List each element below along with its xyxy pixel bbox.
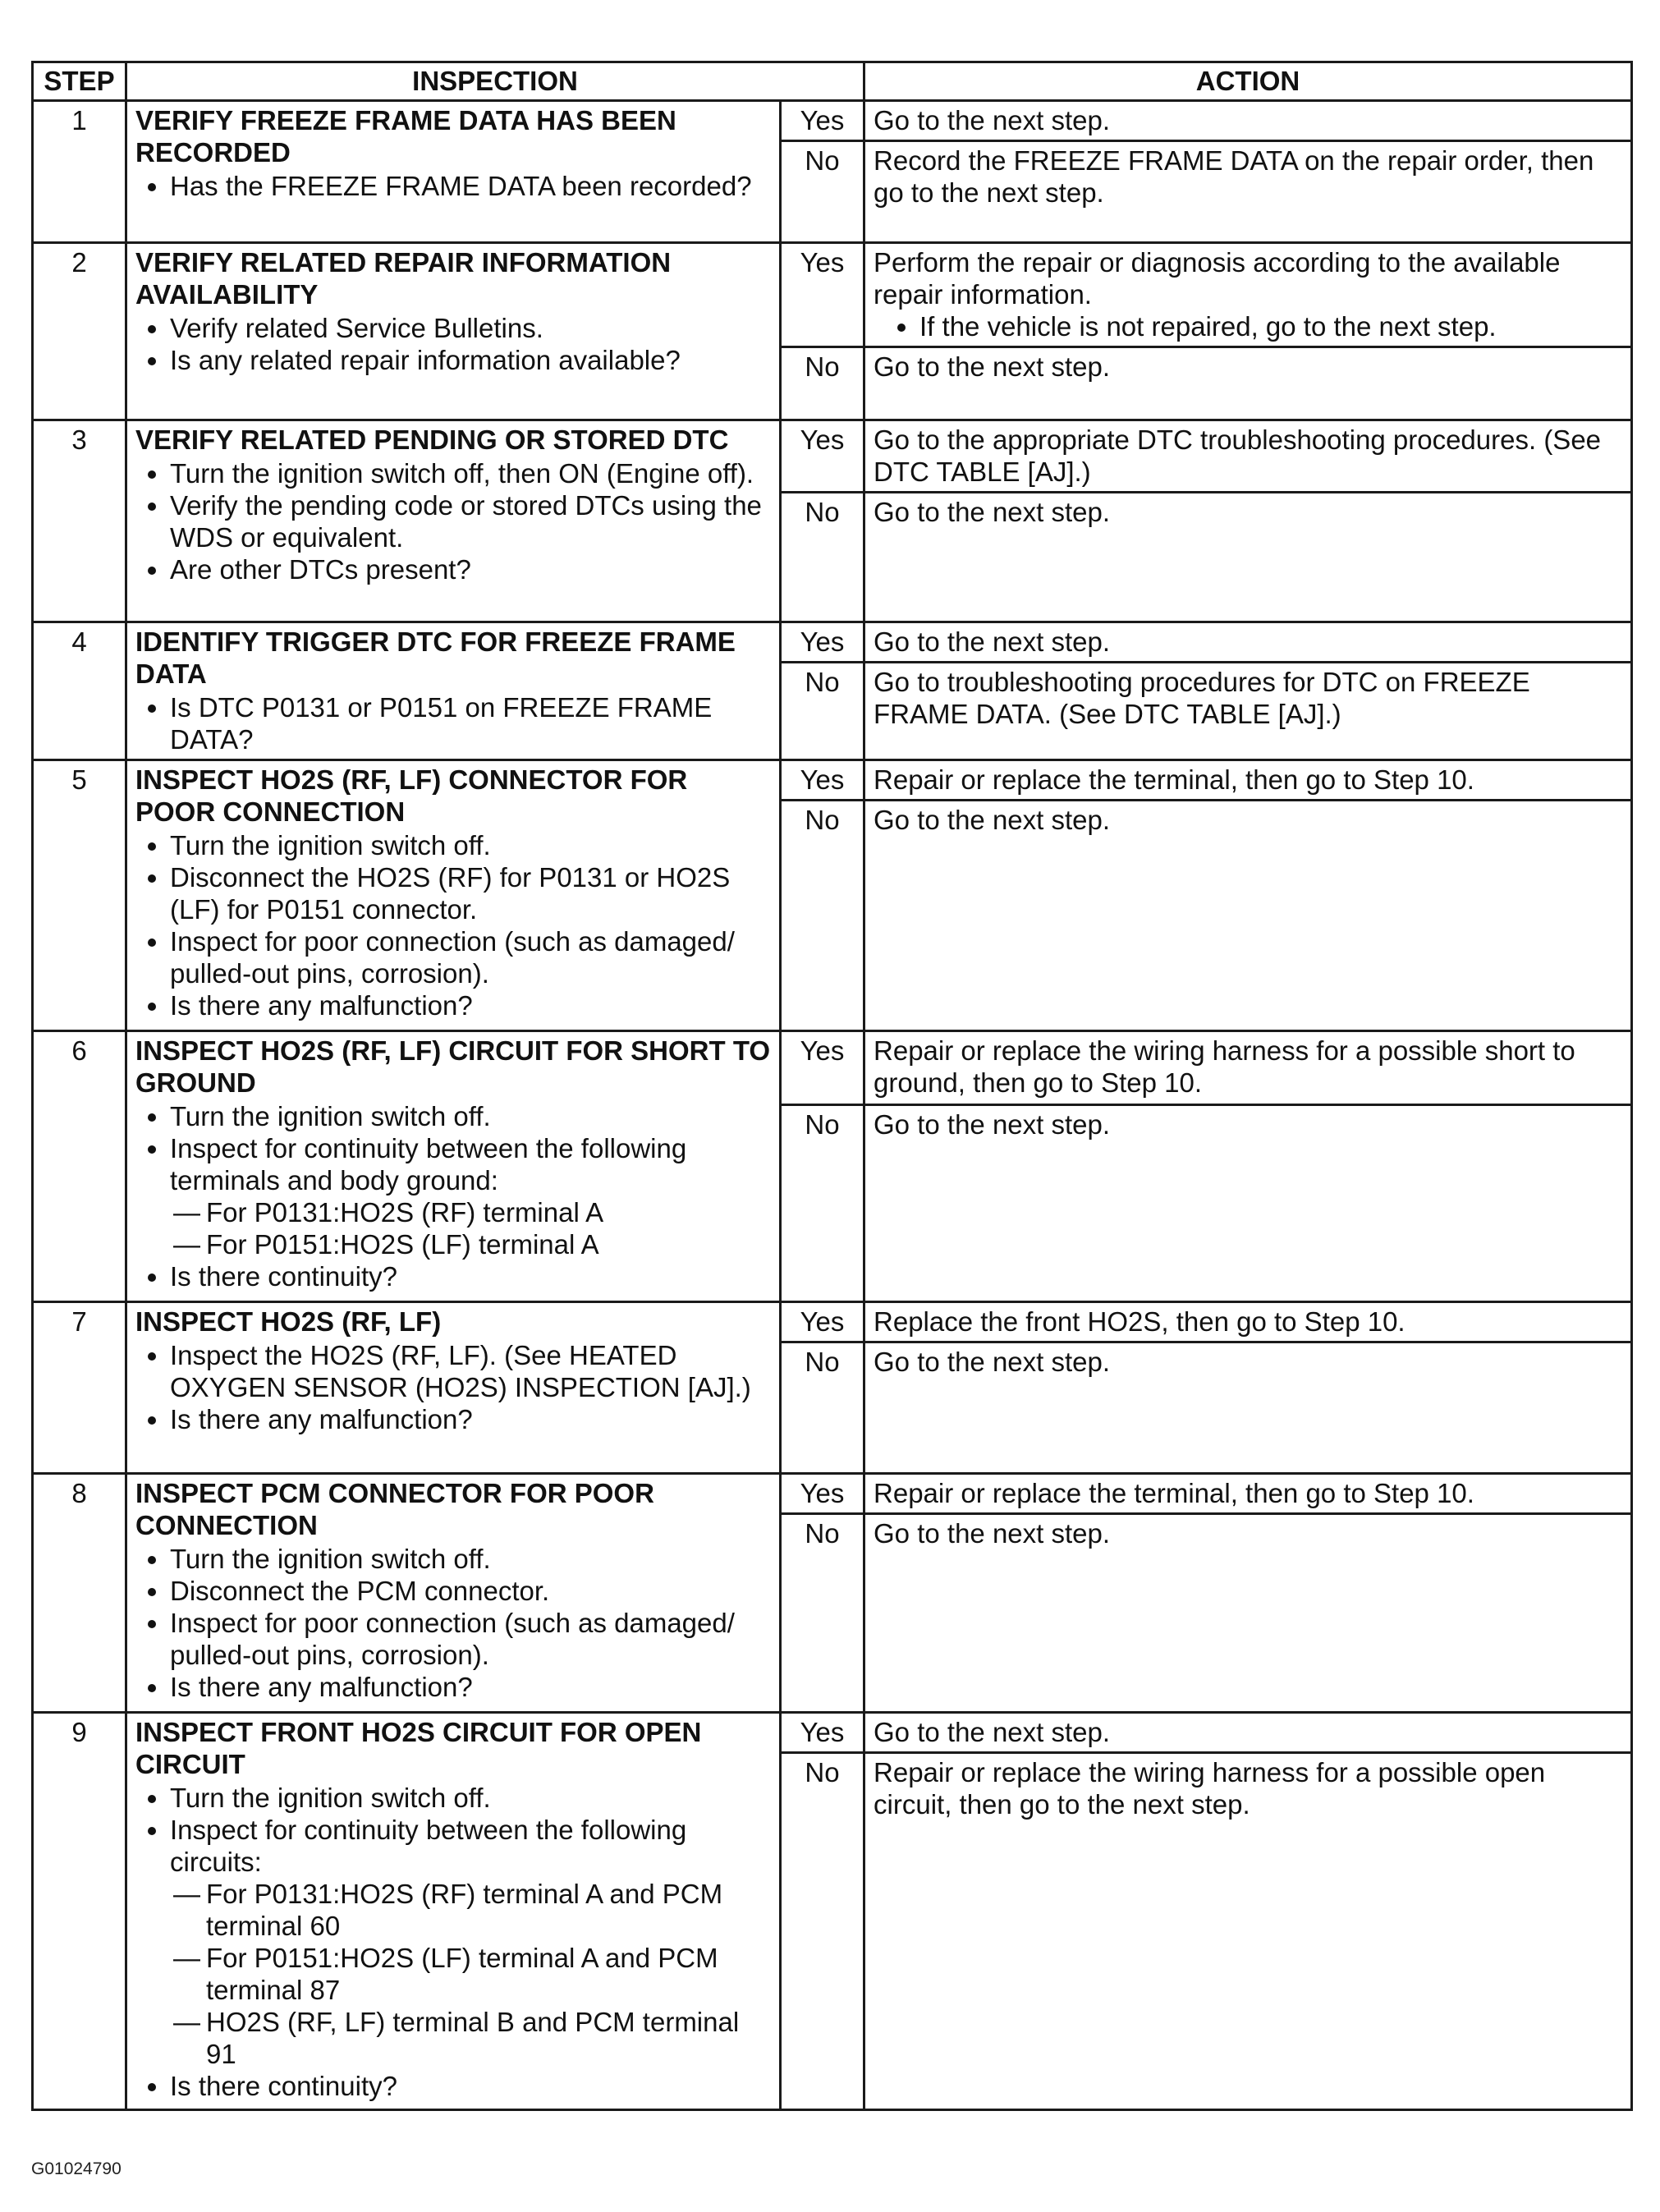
inspection-bullet-text: Inspect for continuity between the following terminals and body ground: [170,1133,687,1195]
figure-code: G01024790 [31,2159,122,2178]
inspection-cell [126,420,781,622]
step-number: 1 [33,101,126,243]
step-row-9-yes [33,1713,1632,1753]
inspection-bullet: • Are other DTCs present? [170,553,771,585]
sub-items [170,1878,771,2070]
inspection-bullets [135,1782,771,2102]
no-action: Repair or replace the wiring harness for a possible open circuit, then go to the next step. [864,1753,1632,2110]
step-title: VERIFY FREEZE FRAME DATA HAS BEEN RECORDED [135,105,676,168]
no-action: Go to the next step. [864,493,1632,622]
yes-action: Repair or replace the terminal, then go to Step 10. [864,760,1632,801]
inspection-bullet: • Turn the ignition switch off. [170,1100,771,1132]
step-row-2-yes [33,243,1632,347]
sub-item [173,2006,771,2070]
yes-label: Yes [781,622,864,663]
step-title: VERIFY RELATED PENDING OR STORED DTC [135,425,729,455]
inspection-bullet: • Is there continuity? [170,2070,771,2102]
inspection-bullet: • Disconnect the PCM connector. [170,1575,771,1607]
yes-action: Repair or replace the wiring harness for a possible short to ground, then go to Step 10. [864,1031,1632,1105]
yes-label: Yes [781,760,864,801]
dash-icon: — [173,1197,200,1228]
header-step: STEP [33,62,126,101]
step-row-3-yes [33,420,1632,493]
yes-label: Yes [781,1031,864,1105]
sub-item-text: HO2S (RF, LF) terminal B and PCM terminal 91 [206,2007,740,2069]
inspection-bullet: • Inspect for poor connection (such as damaged/ pulled-out pins, corrosion). [170,1607,771,1671]
inspection-bullets [135,829,771,1021]
dash-icon: — [173,1229,200,1260]
header-inspection: INSPECTION [126,62,864,101]
step-number: 2 [33,243,126,420]
action-bullet: • If the vehicle is not repaired, go to the next step. [919,310,1622,342]
no-label: No [781,347,864,420]
sub-item-text: For P0151:HO2S (LF) terminal A [206,1229,599,1260]
no-label: No [781,663,864,760]
step-number: 9 [33,1713,126,2110]
inspection-bullet: • Turn the ignition switch off. [170,829,771,861]
step-title: INSPECT HO2S (RF, LF) [135,1306,442,1337]
yes-label: Yes [781,1474,864,1514]
yes-action: Perform the repair or diagnosis according to the available repair information. [874,247,1561,310]
no-action: Go to the next step. [864,347,1632,420]
inspection-bullets [135,312,771,376]
yes-action: Go to the next step. [864,622,1632,663]
sub-item-text: For P0151:HO2S (LF) terminal A and PCM terminal 87 [206,1943,718,2005]
no-action: Go to the next step. [864,1105,1632,1302]
yes-label: Yes [781,101,864,141]
step-title: INSPECT HO2S (RF, LF) CONNECTOR FOR POOR CONNECTION [135,764,688,827]
step-row-5-yes [33,760,1632,801]
no-label: No [781,1514,864,1713]
dash-icon: — [173,1943,200,1973]
step-number: 6 [33,1031,126,1302]
diagnostic-procedure-table [31,61,1633,2111]
no-label: No [781,141,864,243]
yes-action-cell [864,243,1632,347]
yes-label: Yes [781,1713,864,1753]
inspection-bullets [135,691,771,755]
dash-icon: — [173,2007,200,2037]
step-title: VERIFY RELATED REPAIR INFORMATION AVAILABILITY [135,247,672,310]
step-number: 5 [33,760,126,1031]
step-row-6-yes [33,1031,1632,1105]
inspection-bullets [135,1543,771,1703]
sub-item-text: For P0131:HO2S (RF) terminal A [206,1197,604,1228]
step-row-1-yes [33,101,1632,141]
header-action: ACTION [864,62,1632,101]
inspection-bullet [170,1132,771,1260]
inspection-bullet: • Turn the ignition switch off, then ON (Engine off). [170,457,771,489]
yes-label: Yes [781,243,864,347]
step-title: IDENTIFY TRIGGER DTC FOR FREEZE FRAME DATA [135,626,736,689]
inspection-bullet: • Verify related Service Bulletins. [170,312,771,344]
inspection-bullet: • Verify the pending code or stored DTCs using the WDS or equivalent. [170,489,771,553]
dash-icon: — [173,1879,200,1909]
table-header-row [33,62,1632,101]
sub-item [173,1878,771,1942]
inspection-bullet: • Disconnect the HO2S (RF) for P0131 or HO2S (LF) for P0151 connector. [170,861,771,925]
inspection-bullets [135,1100,771,1292]
inspection-bullet: • Is DTC P0131 or P0151 on FREEZE FRAME DATA? [170,691,771,755]
action-bullets [874,310,1622,342]
inspection-bullet: • Inspect for poor connection (such as damaged/ pulled-out pins, corrosion). [170,925,771,989]
inspection-cell [126,1302,781,1474]
no-label: No [781,1753,864,2110]
inspection-bullet: • Is there any malfunction? [170,1403,771,1435]
inspection-bullet: • Turn the ignition switch off. [170,1543,771,1575]
no-action: Go to the next step. [864,1514,1632,1713]
inspection-cell [126,1713,781,2110]
step-title: INSPECT FRONT HO2S CIRCUIT FOR OPEN CIRCUIT [135,1717,702,1779]
inspection-cell [126,1474,781,1713]
no-action: Record the FREEZE FRAME DATA on the repair order, then go to the next step. [864,141,1632,243]
yes-action: Go to the next step. [864,1713,1632,1753]
inspection-bullet: • Is there any malfunction? [170,1671,771,1703]
inspection-bullets [135,457,771,585]
inspection-bullet: • Turn the ignition switch off. [170,1782,771,1814]
step-row-8-yes [33,1474,1632,1514]
no-action: Go to troubleshooting procedures for DTC on FREEZE FRAME DATA. (See DTC TABLE [AJ].) [864,663,1632,760]
no-action: Go to the next step. [864,1342,1632,1474]
sub-item [173,1228,771,1260]
step-number: 3 [33,420,126,622]
yes-action: Go to the next step. [864,101,1632,141]
inspection-cell [126,1031,781,1302]
no-action: Go to the next step. [864,801,1632,1031]
no-label: No [781,1105,864,1302]
inspection-cell [126,622,781,760]
inspection-bullet-text: Inspect for continuity between the following circuits: [170,1815,687,1877]
inspection-bullets [135,170,771,202]
step-number: 7 [33,1302,126,1474]
sub-items [170,1196,771,1260]
step-row-7-yes [33,1302,1632,1342]
inspection-bullet: • Is there any malfunction? [170,989,771,1021]
inspection-bullet [170,1814,771,2070]
sub-item-text: For P0131:HO2S (RF) terminal A and PCM terminal 60 [206,1879,723,1941]
yes-label: Yes [781,420,864,493]
step-row-4-yes [33,622,1632,663]
inspection-cell [126,243,781,420]
step-number: 4 [33,622,126,760]
inspection-bullet: • Is any related repair information available? [170,344,771,376]
sub-item [173,1196,771,1228]
inspection-bullet: • Has the FREEZE FRAME DATA been recorded? [170,170,771,202]
yes-label: Yes [781,1302,864,1342]
no-label: No [781,801,864,1031]
step-title: INSPECT HO2S (RF, LF) CIRCUIT FOR SHORT TO GROUND [135,1035,771,1098]
step-number: 8 [33,1474,126,1713]
sub-item [173,1942,771,2006]
yes-action: Replace the front HO2S, then go to Step 10. [864,1302,1632,1342]
yes-action: Repair or replace the terminal, then go to Step 10. [864,1474,1632,1514]
no-label: No [781,1342,864,1474]
inspection-bullet: • Is there continuity? [170,1260,771,1292]
inspection-bullet: • Inspect the HO2S (RF, LF). (See HEATED OXYGEN SENSOR (HO2S) INSPECTION [AJ].) [170,1339,771,1403]
yes-action: Go to the appropriate DTC troubleshooting procedures. (See DTC TABLE [AJ].) [864,420,1632,493]
step-title: INSPECT PCM CONNECTOR FOR POOR CONNECTION [135,1478,654,1540]
no-label: No [781,493,864,622]
inspection-cell [126,101,781,243]
inspection-bullets [135,1339,771,1435]
inspection-cell [126,760,781,1031]
